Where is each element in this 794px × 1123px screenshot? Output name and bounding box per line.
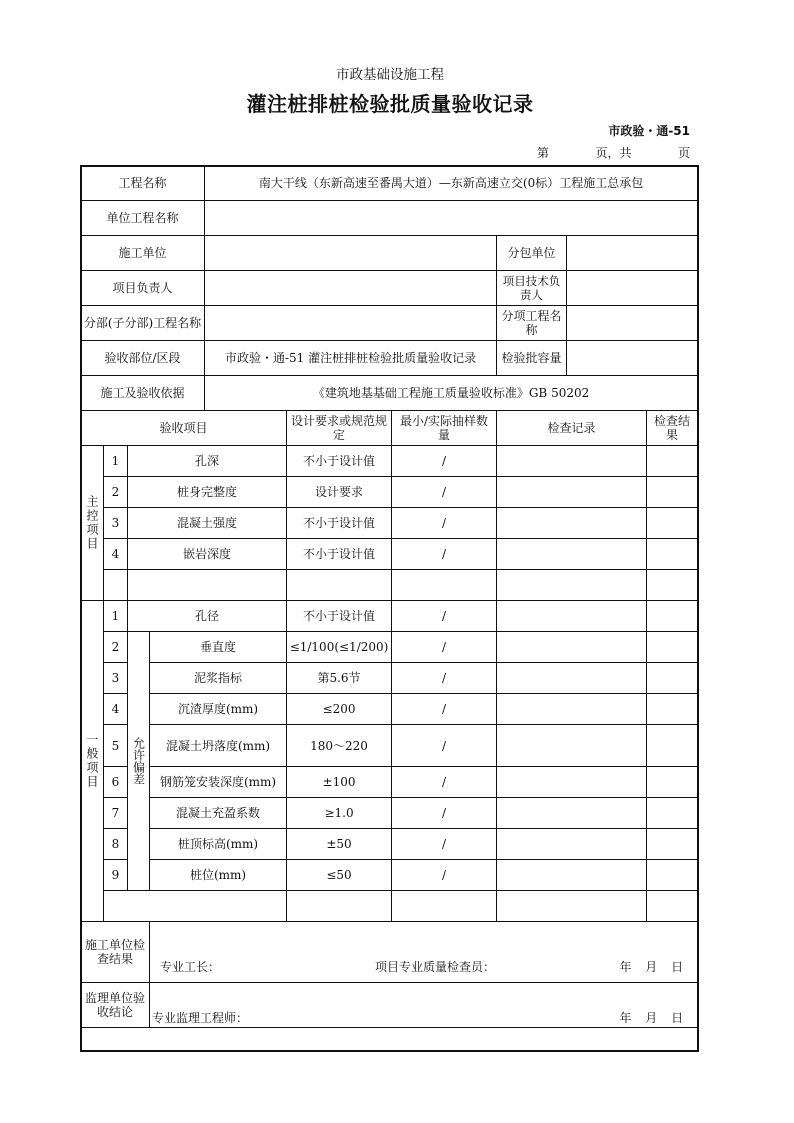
general-item-result[interactable]: [647, 725, 698, 767]
general-item-record-blank[interactable]: [497, 891, 647, 922]
page-word-3: 页: [677, 146, 690, 160]
main-item-name: 嵌岩深度: [128, 539, 287, 570]
main-item-sample[interactable]: /: [392, 446, 497, 477]
main-item-req: 不小于设计值: [287, 539, 392, 570]
general-item-no: 6: [104, 767, 128, 798]
main-item-sample[interactable]: /: [392, 508, 497, 539]
col-item-header: 验收项目: [81, 411, 287, 446]
main-item-sample-blank[interactable]: [392, 570, 497, 601]
location-value[interactable]: 市政验・通-51 灌注桩排桩检验批质量验收记录: [205, 341, 497, 376]
general-item-no: 3: [104, 663, 128, 694]
main-item-name: 孔深: [128, 446, 287, 477]
general-item-sample[interactable]: /: [392, 663, 497, 694]
general-item-name: 混凝土坍落度(mm): [150, 725, 287, 767]
general-item-no: 1: [104, 601, 128, 632]
general-item-req: 不小于设计值: [287, 601, 392, 632]
general-item-req: 180～220: [287, 725, 392, 767]
main-item-result-blank[interactable]: [647, 570, 698, 601]
engineer-label: 专业监理工程师：: [152, 1011, 249, 1025]
general-item-result[interactable]: [647, 829, 698, 860]
inspection-form-table: [80, 165, 698, 1028]
general-item-no: 2: [104, 632, 128, 663]
general-item-no: 7: [104, 798, 128, 829]
general-item-record[interactable]: [497, 725, 647, 767]
general-item-name: 桩位(mm): [150, 860, 287, 891]
general-item-req-blank: [287, 891, 392, 922]
tolerance-label: 允许偏差: [128, 632, 150, 891]
main-item-req: 不小于设计值: [287, 508, 392, 539]
location-label: 验收部位/区段: [81, 341, 205, 376]
general-item-name: 钢筋笼安装深度(mm): [150, 767, 287, 798]
general-item-req: ≥1.0: [287, 798, 392, 829]
main-item-no: 3: [104, 508, 128, 539]
general-item-sample[interactable]: /: [392, 798, 497, 829]
capacity-label: 检验批容量: [497, 341, 567, 376]
general-item-name: 混凝土充盈系数: [150, 798, 287, 829]
main-item-result[interactable]: [647, 477, 698, 508]
general-item-record[interactable]: [497, 767, 647, 798]
main-item-no: 2: [104, 477, 128, 508]
general-item-no: 4: [104, 694, 128, 725]
unit-project-label: 单位工程名称: [81, 201, 205, 236]
general-item-record[interactable]: [497, 829, 647, 860]
general-item-result[interactable]: [647, 601, 698, 632]
tech-manager-label: 项目技术负责人: [497, 271, 567, 306]
general-item-sample[interactable]: /: [392, 601, 497, 632]
general-item-result[interactable]: [647, 767, 698, 798]
main-control-group-label: 主控项目: [81, 446, 104, 601]
project-manager-value[interactable]: [205, 271, 497, 306]
foreman-label: 专业工长：: [160, 960, 221, 974]
unit-project-value[interactable]: [205, 201, 698, 236]
construction-check-cell[interactable]: [150, 922, 698, 983]
general-item-record[interactable]: [497, 663, 647, 694]
project-name-label: 工程名称: [81, 166, 205, 201]
general-item-sample[interactable]: /: [392, 632, 497, 663]
general-item-record[interactable]: [497, 798, 647, 829]
main-item-name-blank: [128, 570, 287, 601]
general-item-req: ≤1/100(≤1/200): [287, 632, 392, 663]
subcontract-unit-label: 分包单位: [497, 236, 567, 271]
tech-manager-value[interactable]: [567, 271, 698, 306]
general-item-name: 泥浆指标: [150, 663, 287, 694]
construction-unit-value[interactable]: [205, 236, 497, 271]
general-item-record[interactable]: [497, 694, 647, 725]
main-item-record[interactable]: [497, 539, 647, 570]
main-item-record[interactable]: [497, 477, 647, 508]
general-item-name: 沉渣厚度(mm): [150, 694, 287, 725]
general-item-sample[interactable]: /: [392, 767, 497, 798]
general-item-record[interactable]: [497, 601, 647, 632]
main-item-no: 4: [104, 539, 128, 570]
construction-unit-label: 施工单位: [81, 236, 205, 271]
subitem-value[interactable]: [567, 306, 698, 341]
main-item-name: 桩身完整度: [128, 477, 287, 508]
general-item-name: 桩顶标高(mm): [150, 829, 287, 860]
inspector-label: 项目专业质量检查员：: [375, 960, 496, 974]
basis-value: 《建筑地基基础工程施工质量验收标准》GB 50202: [205, 376, 698, 411]
general-item-req: 第5.6节: [287, 663, 392, 694]
supervision-cell[interactable]: [150, 983, 698, 1028]
general-item-record[interactable]: [497, 860, 647, 891]
general-item-sample[interactable]: /: [392, 694, 497, 725]
main-item-name: 混凝土强度: [128, 508, 287, 539]
page-number: [537, 144, 690, 161]
page-word-1: 第: [536, 146, 549, 160]
general-item-name: 孔径: [128, 601, 287, 632]
subcontract-unit-value[interactable]: [567, 236, 698, 271]
project-manager-label: 项目负责人: [81, 271, 205, 306]
col-design-header: 设计要求或规范规定: [287, 411, 392, 446]
general-item-result[interactable]: [647, 798, 698, 829]
main-item-sample[interactable]: /: [392, 539, 497, 570]
page-word-2: 页，共: [595, 146, 632, 160]
construction-date: 年 月 日: [619, 960, 684, 974]
general-item-name: 垂直度: [150, 632, 287, 663]
supervision-date: 年 月 日: [619, 1011, 684, 1025]
general-item-req: ±50: [287, 829, 392, 860]
general-item-sample[interactable]: /: [392, 725, 497, 767]
main-item-record[interactable]: [497, 446, 647, 477]
supervision-label: 监理单位验收结论: [81, 983, 150, 1028]
subitem-label: 分项工程名称: [497, 306, 567, 341]
main-item-req: 设计要求: [287, 477, 392, 508]
basis-label: 施工及验收依据: [81, 376, 205, 411]
form-code: 市政验・通-51: [608, 124, 690, 138]
main-item-req: 不小于设计值: [287, 446, 392, 477]
main-item-result[interactable]: [647, 446, 698, 477]
general-item-no: 8: [104, 829, 128, 860]
division-label: 分部(子分部)工程名称: [81, 306, 205, 341]
general-item-req: ≤50: [287, 860, 392, 891]
general-item-req: ±100: [287, 767, 392, 798]
capacity-value[interactable]: [567, 341, 698, 376]
main-item-record[interactable]: [497, 508, 647, 539]
main-item-req-blank: [287, 570, 392, 601]
general-item-record[interactable]: [497, 632, 647, 663]
col-sample-header: 最小/实际抽样数量: [392, 411, 497, 446]
general-item-sample-blank[interactable]: [392, 891, 497, 922]
general-item-req: ≤200: [287, 694, 392, 725]
general-group-label: 一般项目: [81, 601, 104, 922]
general-item-no: 9: [104, 860, 128, 891]
col-result-header: 检查结果: [647, 411, 698, 446]
construction-check-label: 施工单位检查结果: [81, 922, 150, 983]
main-item-no: 1: [104, 446, 128, 477]
main-item-result[interactable]: [647, 539, 698, 570]
general-item-result[interactable]: [647, 694, 698, 725]
supertitle: 市政基础设施工程: [336, 67, 444, 83]
general-item-result-blank[interactable]: [647, 891, 698, 922]
main-item-sample[interactable]: /: [392, 477, 497, 508]
general-item-sample[interactable]: /: [392, 860, 497, 891]
project-name-value[interactable]: 南大干线（东新高速至番禺大道）—东新高速立交(0标）工程施工总承包: [205, 166, 698, 201]
general-item-result[interactable]: [647, 632, 698, 663]
general-item-no: 5: [104, 725, 128, 767]
page-title: 灌注桩排桩检验批质量验收记录: [246, 92, 534, 116]
general-item-result[interactable]: [647, 860, 698, 891]
main-item-record-blank[interactable]: [497, 570, 647, 601]
general-item-result[interactable]: [647, 663, 698, 694]
main-item-result[interactable]: [647, 508, 698, 539]
general-item-name-blank: [104, 891, 287, 922]
main-item-no-blank: [104, 570, 128, 601]
division-value[interactable]: [205, 306, 497, 341]
col-record-header: 检查记录: [497, 411, 647, 446]
general-item-sample[interactable]: /: [392, 829, 497, 860]
